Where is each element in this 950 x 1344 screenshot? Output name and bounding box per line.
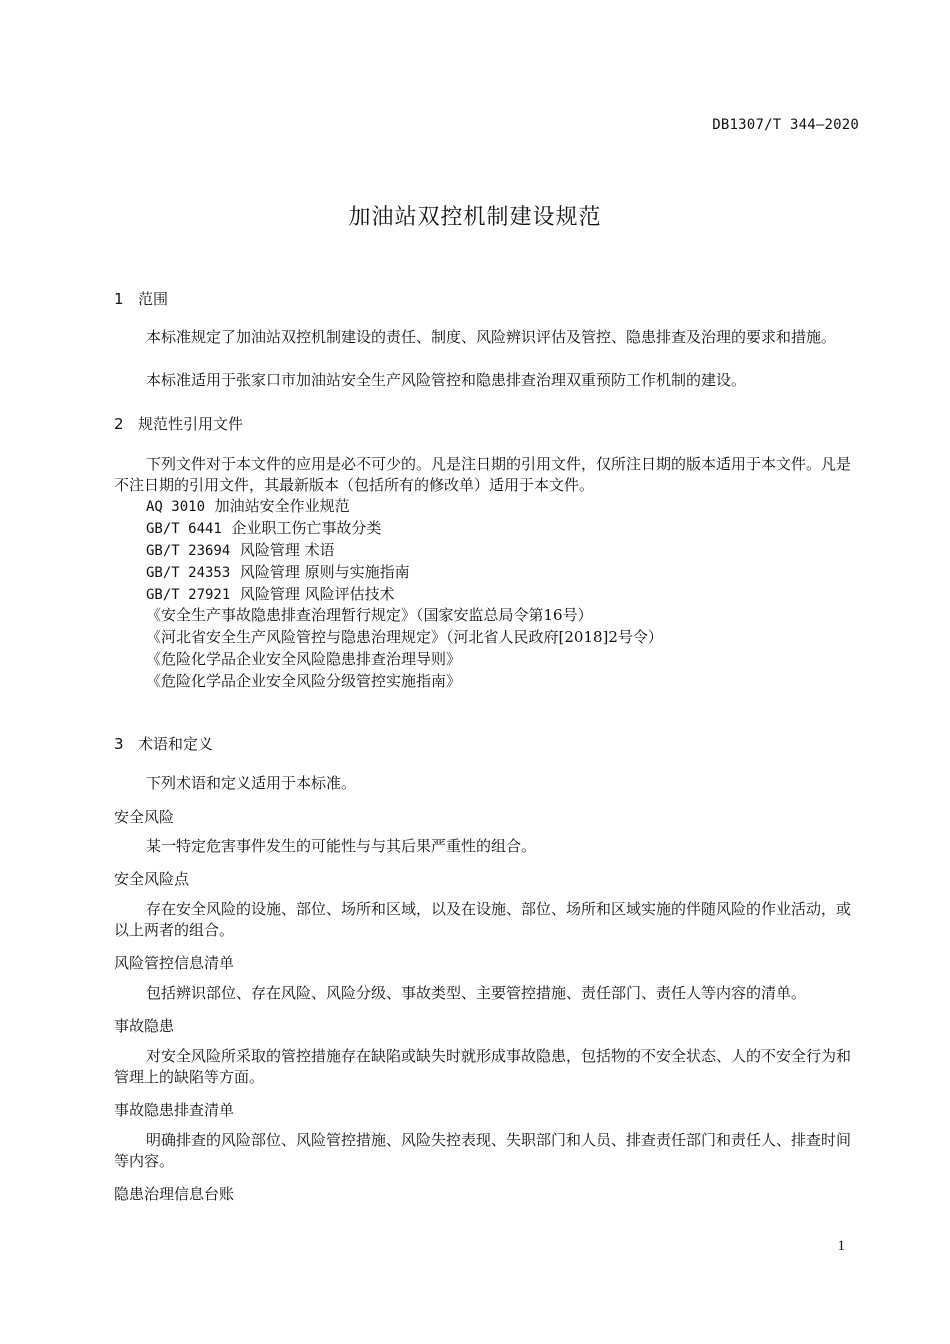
term-heading: 安全风险点 <box>114 870 190 888</box>
reference-item: 《危险化学品企业安全风险分级管控实施指南》 <box>146 672 462 690</box>
term-heading: 隐患治理信息台账 <box>114 1185 235 1203</box>
section-heading-scope <box>114 288 168 309</box>
section-title: 范围 <box>138 290 169 308</box>
section-heading-terms-and-definitions <box>114 733 213 754</box>
section-title: 规范性引用文件 <box>138 415 244 433</box>
term-definition: 对安全风险所采取的管控措施存在缺陷或缺失时就形成事故隐患，包括物的不安全状态、人的不安全行为和管理上的缺陷等方面。 <box>114 1047 852 1086</box>
term-heading: 安全风险 <box>114 808 175 826</box>
page-number: 1 <box>837 1238 845 1254</box>
reference-item: 《安全生产事故隐患排查治理暂行规定》（国家安监总局令第16号） <box>146 606 593 624</box>
section-number: 1 <box>114 290 124 308</box>
reference-item: GB/T 23694 风险管理 术语 <box>146 541 335 559</box>
reference-item: 《危险化学品企业安全风险隐患排查治理导则》 <box>146 650 462 668</box>
term-heading: 事故隐患 <box>114 1017 175 1035</box>
paragraph: 本标准适用于张家口市加油站安全生产风险管控和隐患排查治理双重预防工作机制的建设。 <box>146 371 747 389</box>
term-definition: 包括辨识部位、存在风险、风险分级、事故类型、主要管控措施、责任部门、责任人等内容的清单。 <box>146 984 807 1002</box>
section-number: 2 <box>114 415 124 433</box>
paragraph: 下列术语和定义适用于本标准。 <box>146 774 357 792</box>
paragraph: 下列文件对于本文件的应用是必不可少的。凡是注日期的引用文件，仅所注日期的版本适用于本文件。凡是不注日期的引用文件，其最新版本（包括所有的修改单）适用于本文件。 <box>114 455 852 494</box>
term-definition: 某一特定危害事件发生的可能性与与其后果严重性的组合。 <box>146 837 537 855</box>
section-number: 3 <box>114 735 124 753</box>
reference-item: GB/T 27921 风险管理 风险评估技术 <box>146 585 395 603</box>
reference-item: GB/T 6441 企业职工伤亡事故分类 <box>146 519 382 537</box>
term-heading: 风险管控信息清单 <box>114 954 235 972</box>
term-definition: 明确排查的风险部位、风险管控措施、风险失控表现、失职部门和人员、排查责任部门和责任人、排查时间等内容。 <box>114 1131 852 1170</box>
term-heading: 事故隐患排查清单 <box>114 1101 235 1119</box>
section-heading-normative-references <box>114 413 243 434</box>
section-title: 术语和定义 <box>138 735 214 753</box>
reference-item: 《河北省安全生产风险管控与隐患治理规定》（河北省人民政府[2018]2号令） <box>146 628 663 646</box>
reference-item: AQ 3010 加油站安全作业规范 <box>146 497 350 515</box>
document-code: DB1307/T 344—2020 <box>712 117 859 133</box>
reference-item: GB/T 24353 风险管理 原则与实施指南 <box>146 563 410 581</box>
document-title: 加油站双控机制建设规范 <box>348 205 602 230</box>
paragraph: 本标准规定了加油站双控机制建设的责任、制度、风险辨识评估及管控、隐患排查及治理的要求和措施。 <box>146 328 837 346</box>
term-definition: 存在安全风险的设施、部位、场所和区域，以及在设施、部位、场所和区域实施的伴随风险的作业活动，或以上两者的组合。 <box>114 900 852 939</box>
